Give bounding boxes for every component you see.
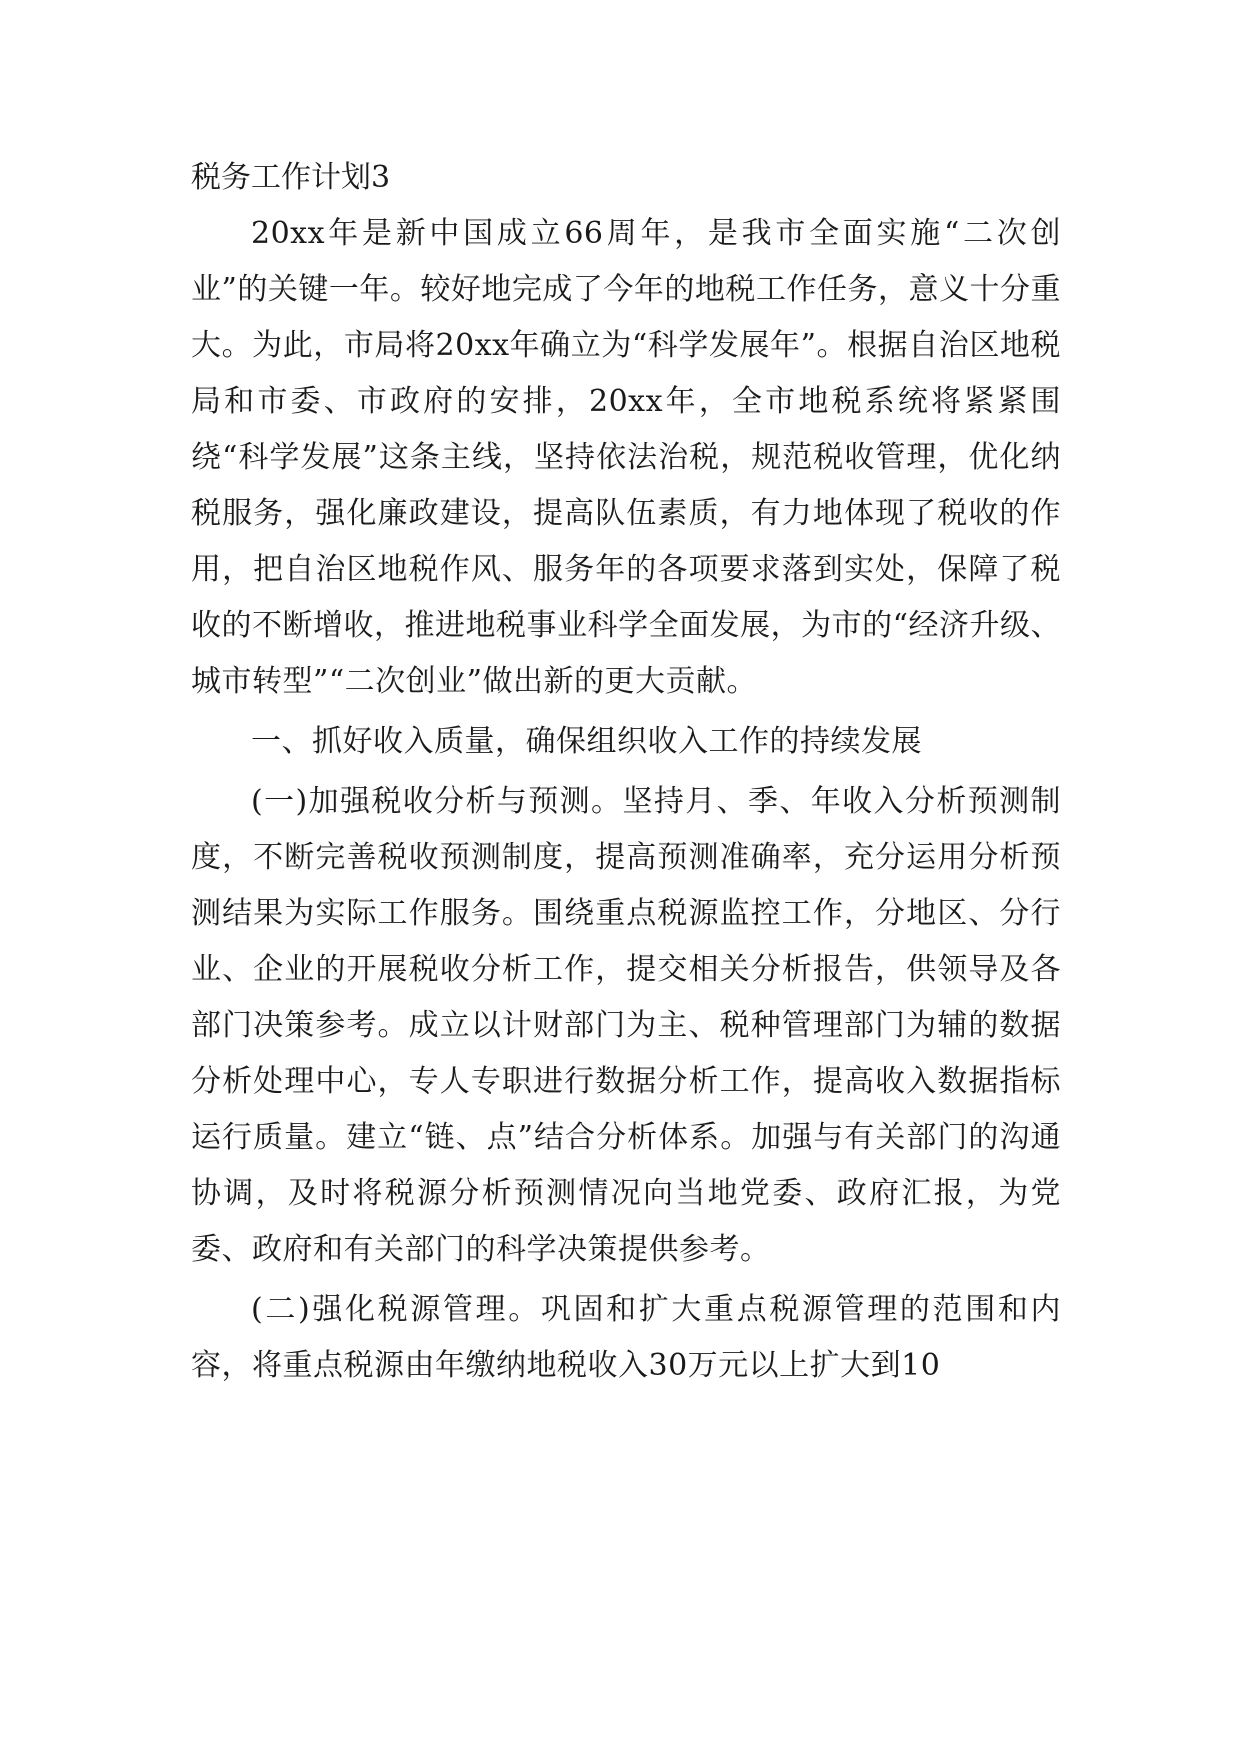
paragraph-tax-source: (二)强化税源管理。巩固和扩大重点税源管理的范围和内容，将重点税源由年缴纳地税收入30万元以上扩大到10 [191, 1292, 1061, 1383]
paragraph-tax-analysis: (一)加强税收分析与预测。坚持月、季、年收入分析预测制度，不断完善税收预测制度，提高预测准确率，充分运用分析预测结果为实际工作服务。围绕重点税源监控工作，分地区、分行业、企业的开展税收分析工作，提交相关分析报告，供领导及各部门决策参考。成立以计财部门为主、税种管理部门为辅的数据分析处理中心，专人专职进行数据分析工作，提高收入数据指标运行质量。建立“链、点”结合分析体系。加强与有关部门的沟通协调，及时将税源分析预测情况向当地党委、政府汇报，为党委、政府和有关部门的科学决策提供参考。 [191, 784, 1061, 1267]
document-title: 税务工作计划3 [191, 160, 391, 195]
document-page [191, 150, 1061, 1398]
section-heading-1: 一、抓好收入质量，确保组织收入工作的持续发展 [251, 724, 922, 759]
paragraph-intro: 20xx年是新中国成立66周年，是我市全面实施“二次创业”的关键一年。较好地完成了今年的地税工作任务，意义十分重大。为此，市局将20xx年确立为“科学发展年”。根据自治区地税局和市委、市政府的安排，20xx年，全市地税系统将紧紧围绕“科学发展”这条主线，坚持依法治税，规范税收管理，优化纳税服务，强化廉政建设，提高队伍素质，有力地体现了税收的作用，把自治区地税作风、服务年的各项要求落到实处，保障了税收的不断增收，推进地税事业科学全面发展，为市的“经济升级、城市转型”“二次创业”做出新的更大贡献。 [191, 216, 1061, 699]
